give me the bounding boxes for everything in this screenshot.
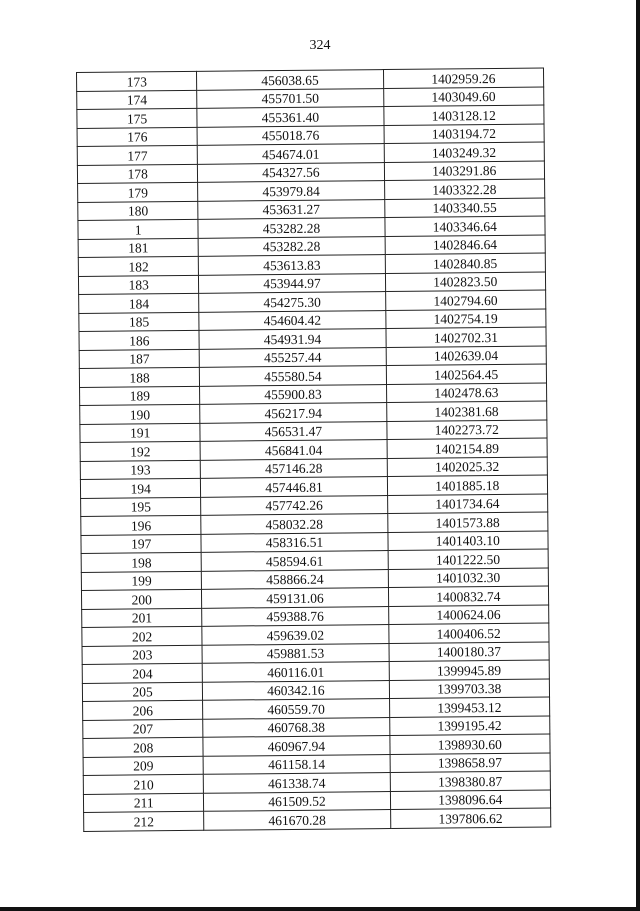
x-coordinate-cell: 456531.47: [200, 421, 386, 441]
y-coordinate-cell: 1401885.18: [387, 475, 548, 495]
y-coordinate-cell: 1403249.32: [384, 142, 545, 162]
point-number-cell: 203: [82, 645, 203, 665]
point-number-cell: 207: [83, 719, 204, 739]
point-number-cell: 181: [78, 238, 199, 258]
y-coordinate-cell: 1399453.12: [389, 697, 550, 717]
point-number-cell: 173: [77, 71, 198, 91]
y-coordinate-cell: 1403291.86: [384, 161, 545, 181]
y-coordinate-cell: 1402154.89: [387, 438, 548, 458]
point-number-cell: 187: [79, 349, 200, 369]
x-coordinate-cell: 458866.24: [202, 569, 388, 589]
point-number-cell: 177: [77, 145, 198, 165]
x-coordinate-cell: 459639.02: [202, 625, 388, 645]
point-number-cell: 180: [78, 201, 199, 221]
point-number-cell: 191: [80, 423, 201, 443]
x-coordinate-cell: 456217.94: [200, 403, 386, 423]
x-coordinate-cell: 457146.28: [201, 458, 387, 478]
x-coordinate-cell: 459388.76: [202, 606, 388, 626]
y-coordinate-cell: 1402794.60: [385, 290, 546, 310]
x-coordinate-cell: 458032.28: [201, 514, 387, 534]
point-number-cell: 198: [81, 552, 202, 572]
x-coordinate-cell: 455361.40: [197, 107, 383, 127]
point-number-cell: 208: [83, 737, 204, 757]
x-coordinate-cell: 458594.61: [201, 551, 387, 571]
y-coordinate-cell: 1402754.19: [385, 309, 546, 329]
y-coordinate-cell: 1401573.88: [387, 512, 548, 532]
point-number-cell: 196: [81, 515, 202, 535]
y-coordinate-cell: 1402846.64: [385, 235, 546, 255]
x-coordinate-cell: 460967.94: [203, 736, 389, 756]
x-coordinate-cell: 453282.28: [198, 218, 384, 238]
table-row: [84, 808, 551, 831]
point-number-cell: 205: [82, 682, 203, 702]
point-number-cell: 189: [80, 386, 201, 406]
y-coordinate-cell: 1400624.06: [388, 604, 549, 624]
x-coordinate-cell: 460559.70: [203, 699, 389, 719]
point-number-cell: 186: [79, 330, 200, 350]
x-coordinate-cell: 461670.28: [204, 810, 390, 830]
x-coordinate-cell: 461338.74: [204, 773, 390, 793]
point-number-cell: 182: [78, 256, 199, 276]
point-number-cell: 194: [80, 478, 201, 498]
y-coordinate-cell: 1401032.30: [388, 567, 549, 587]
x-coordinate-cell: 455018.76: [197, 125, 383, 145]
x-coordinate-cell: 460116.01: [203, 662, 389, 682]
y-coordinate-cell: 1400832.74: [388, 586, 549, 606]
x-coordinate-cell: 458316.51: [201, 532, 387, 552]
x-coordinate-cell: 457446.81: [201, 477, 387, 497]
y-coordinate-cell: 1403128.12: [383, 105, 544, 125]
y-coordinate-cell: 1402702.31: [386, 327, 547, 347]
x-coordinate-cell: 454275.30: [199, 292, 385, 312]
x-coordinate-cell: 453282.28: [198, 236, 384, 256]
point-number-cell: 188: [79, 367, 200, 387]
point-number-cell: 183: [78, 275, 199, 295]
x-coordinate-cell: 454327.56: [198, 162, 384, 182]
point-number-cell: 209: [83, 756, 204, 776]
x-coordinate-cell: 455580.54: [200, 366, 386, 386]
coordinates-table-body: [77, 68, 551, 831]
y-coordinate-cell: 1403049.60: [383, 87, 544, 107]
point-number-cell: 197: [81, 534, 202, 554]
y-coordinate-cell: 1403194.72: [384, 124, 545, 144]
point-number-cell: 176: [77, 127, 198, 147]
x-coordinate-cell: 455257.44: [200, 347, 386, 367]
coordinates-table: [76, 68, 551, 832]
y-coordinate-cell: 1402025.32: [387, 456, 548, 476]
point-number-cell: 179: [78, 182, 199, 202]
x-coordinate-cell: 459881.53: [202, 643, 388, 663]
y-coordinate-cell: 1403322.28: [384, 179, 545, 199]
y-coordinate-cell: 1402840.85: [385, 253, 546, 273]
y-coordinate-cell: 1399945.89: [389, 660, 550, 680]
x-coordinate-cell: 454674.01: [198, 144, 384, 164]
x-coordinate-cell: 455701.50: [197, 88, 383, 108]
x-coordinate-cell: 457742.26: [201, 495, 387, 515]
point-number-cell: 206: [83, 700, 204, 720]
y-coordinate-cell: 1402564.45: [386, 364, 547, 384]
y-coordinate-cell: 1402639.04: [386, 345, 547, 365]
point-number-cell: 190: [80, 404, 201, 424]
y-coordinate-cell: 1403346.64: [384, 216, 545, 236]
x-coordinate-cell: 454604.42: [199, 310, 385, 330]
point-number-cell: 200: [81, 589, 202, 609]
point-number-cell: 210: [83, 774, 204, 794]
y-coordinate-cell: 1402823.50: [385, 272, 546, 292]
x-coordinate-cell: 460768.38: [203, 717, 389, 737]
point-number-cell: 184: [79, 293, 200, 313]
x-coordinate-cell: 461509.52: [204, 791, 390, 811]
point-number-cell: 199: [81, 571, 202, 591]
y-coordinate-cell: 1398930.60: [389, 734, 550, 754]
point-number-cell: 204: [82, 663, 203, 683]
x-coordinate-cell: 459131.06: [202, 588, 388, 608]
page-number: 324: [309, 38, 331, 53]
y-coordinate-cell: 1400180.37: [389, 641, 550, 661]
x-coordinate-cell: 453944.97: [199, 273, 385, 293]
y-coordinate-cell: 1403340.55: [384, 198, 545, 218]
point-number-cell: 211: [83, 793, 204, 813]
y-coordinate-cell: 1398096.64: [390, 789, 551, 809]
point-number-cell: 174: [77, 90, 198, 110]
y-coordinate-cell: 1402959.26: [383, 68, 544, 88]
y-coordinate-cell: 1402478.63: [386, 382, 547, 402]
x-coordinate-cell: 454931.94: [199, 329, 385, 349]
x-coordinate-cell: 456841.04: [200, 440, 386, 460]
y-coordinate-cell: 1399195.42: [389, 715, 550, 735]
y-coordinate-cell: 1400406.52: [388, 623, 549, 643]
point-number-cell: 202: [82, 626, 203, 646]
x-coordinate-cell: 461158.14: [203, 754, 389, 774]
y-coordinate-cell: 1398380.87: [390, 771, 551, 791]
y-coordinate-cell: 1399703.38: [389, 678, 550, 698]
point-number-cell: 185: [79, 312, 200, 332]
point-number-cell: 178: [77, 164, 198, 184]
y-coordinate-cell: 1397806.62: [390, 808, 551, 828]
y-coordinate-cell: 1401734.64: [387, 493, 548, 513]
point-number-cell: 201: [82, 608, 203, 628]
point-number-cell: 175: [77, 108, 198, 128]
x-coordinate-cell: 453979.84: [198, 181, 384, 201]
x-coordinate-cell: 455900.83: [200, 384, 386, 404]
x-coordinate-cell: 456038.65: [197, 70, 383, 90]
y-coordinate-cell: 1398658.97: [390, 752, 551, 772]
x-coordinate-cell: 460342.16: [203, 680, 389, 700]
y-coordinate-cell: 1401222.50: [388, 549, 549, 569]
point-number-cell: 195: [81, 497, 202, 517]
x-coordinate-cell: 453613.83: [199, 255, 385, 275]
x-coordinate-cell: 453631.27: [198, 199, 384, 219]
point-number-cell: 192: [80, 441, 201, 461]
y-coordinate-cell: 1401403.10: [388, 530, 549, 550]
y-coordinate-cell: 1402381.68: [386, 401, 547, 421]
point-number-cell: 1: [78, 219, 199, 239]
point-number-cell: 212: [84, 811, 205, 831]
point-number-cell: 193: [80, 460, 201, 480]
y-coordinate-cell: 1402273.72: [386, 419, 547, 439]
